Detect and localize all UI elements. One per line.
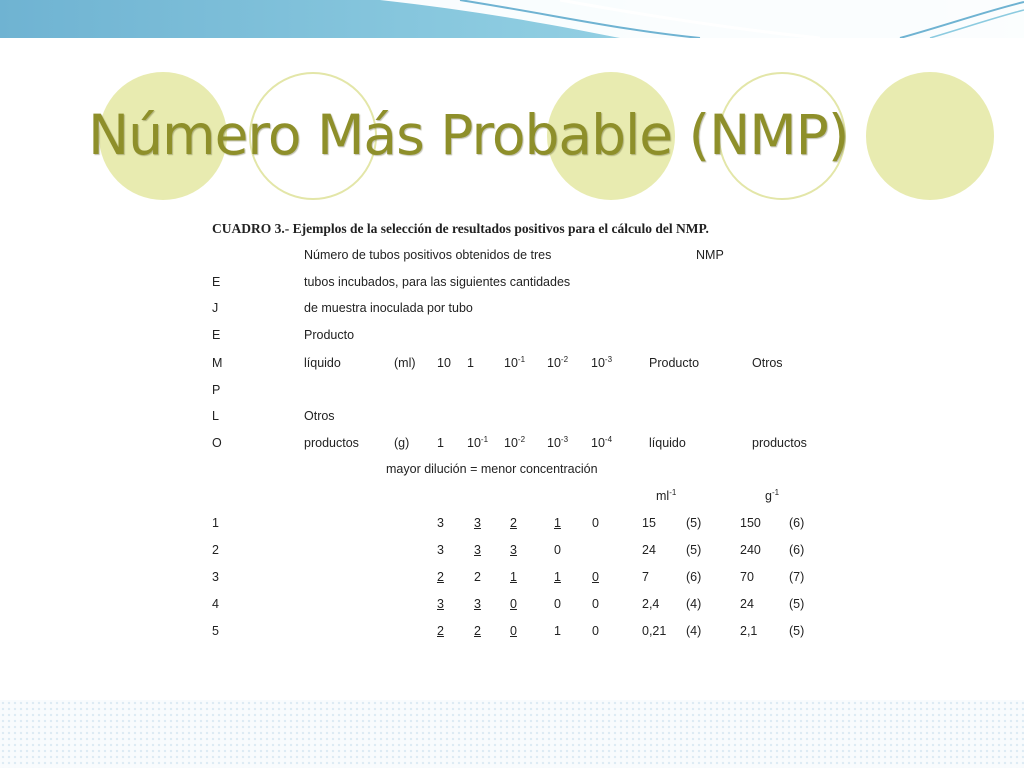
tube-count: 1	[554, 570, 561, 584]
col-product: líquido	[649, 436, 686, 450]
nmp-others-ref: (6)	[789, 543, 805, 557]
nmp-others-value: 240	[740, 543, 761, 557]
decor-circle	[866, 72, 994, 200]
nmp-liquid-ref: (5)	[686, 543, 702, 557]
others-label: productos	[304, 436, 359, 450]
tube-count: 2	[474, 624, 481, 638]
col-others: Otros	[752, 356, 783, 370]
dilution-value: 1	[467, 356, 474, 370]
nmp-others-value: 150	[740, 516, 761, 530]
dilution-value: $10^{-1}$	[504, 355, 526, 370]
nmp-others-ref: (6)	[789, 516, 805, 530]
liquid-label: líquido	[304, 356, 341, 370]
nmp-liquid-ref: (5)	[686, 516, 702, 530]
nmp-liquid-value: 2,4	[642, 597, 660, 611]
liquid-unit: (ml)	[394, 356, 416, 370]
nmp-others-ref: (5)	[789, 624, 805, 638]
example-number: 2	[212, 543, 219, 557]
tube-count: 3	[510, 543, 517, 557]
side-letter: L	[212, 409, 219, 423]
bottom-decor-pattern	[0, 700, 1024, 768]
nmp-liquid-ref: (4)	[686, 624, 702, 638]
tube-count: 0	[592, 516, 599, 530]
dilution-value: $10^{-2}$	[504, 435, 526, 450]
nmp-header: NMP	[696, 248, 724, 262]
dilution-value: $10^{-4}$	[591, 435, 613, 450]
header-line: de muestra inoculada por tubo	[304, 301, 473, 315]
tube-count: 3	[474, 597, 481, 611]
tube-count: 0	[592, 597, 599, 611]
header-line: tubos incubados, para las siguientes cantidades	[304, 275, 571, 289]
others-unit: (g)	[394, 436, 410, 450]
nmp-liquid-value: 7	[642, 570, 649, 584]
nmp-table	[212, 218, 832, 648]
tube-count: 1	[554, 624, 561, 638]
tube-count: 3	[437, 516, 444, 530]
col-product: Producto	[649, 356, 700, 370]
tube-count: 2	[510, 516, 517, 530]
dilution-value: 1	[437, 436, 444, 450]
side-letter: M	[212, 356, 223, 370]
tube-count: 0	[592, 624, 599, 638]
dilution-value: $10^{-3}$	[547, 435, 569, 450]
nmp-others-ref: (5)	[789, 597, 805, 611]
side-letter: E	[212, 275, 221, 289]
example-number: 5	[212, 624, 219, 638]
header-line: Número de tubos positivos obtenidos de tres	[304, 248, 552, 262]
example-number: 1	[212, 516, 219, 530]
slide-title: Número Más Probable (NMP)	[88, 103, 849, 167]
dilution-value: $10^{-3}$	[591, 355, 613, 370]
example-number: 4	[212, 597, 219, 611]
dilution-value: 10	[437, 356, 451, 370]
side-letter: J	[212, 301, 219, 315]
example-number: 3	[212, 570, 219, 584]
nmp-liquid-ref: (4)	[686, 597, 702, 611]
nmp-liquid-value: 0,21	[642, 624, 667, 638]
tube-count: 3	[474, 516, 481, 530]
nmp-others-value: 24	[740, 597, 754, 611]
tube-count: 0	[510, 624, 517, 638]
col-others: productos	[752, 436, 807, 450]
side-letter: P	[212, 383, 221, 397]
tube-count: 0	[592, 570, 599, 584]
unit-ml: $ml^{-1}$	[656, 488, 677, 503]
nmp-liquid-ref: (6)	[686, 570, 702, 584]
liquid-label: Producto	[304, 328, 355, 342]
nmp-liquid-value: 24	[642, 543, 656, 557]
table-caption: CUADRO 3.- Ejemplos de la selección de resultados positivos para el cálculo del NMP.	[212, 221, 709, 236]
dilution-note: mayor dilución = menor concentración	[386, 462, 598, 476]
unit-g: $g^{-1}$	[765, 488, 780, 503]
others-label: Otros	[304, 409, 335, 423]
tube-count: 0	[510, 597, 517, 611]
tube-count: 2	[437, 570, 444, 584]
dilution-value: $10^{-2}$	[547, 355, 569, 370]
dilution-value: $10^{-1}$	[467, 435, 489, 450]
tube-count: 2	[437, 624, 444, 638]
tube-count: 1	[554, 516, 561, 530]
nmp-others-value: 2,1	[740, 624, 758, 638]
tube-count: 3	[437, 543, 444, 557]
tube-count: 3	[437, 597, 444, 611]
nmp-others-value: 70	[740, 570, 754, 584]
tube-count: 0	[554, 597, 561, 611]
tube-count: 0	[554, 543, 561, 557]
nmp-liquid-value: 15	[642, 516, 656, 530]
tube-count: 2	[474, 570, 481, 584]
side-letter: O	[212, 436, 222, 450]
tube-count: 1	[510, 570, 517, 584]
nmp-others-ref: (7)	[789, 570, 805, 584]
tube-count: 3	[474, 543, 481, 557]
side-letter: E	[212, 328, 221, 342]
